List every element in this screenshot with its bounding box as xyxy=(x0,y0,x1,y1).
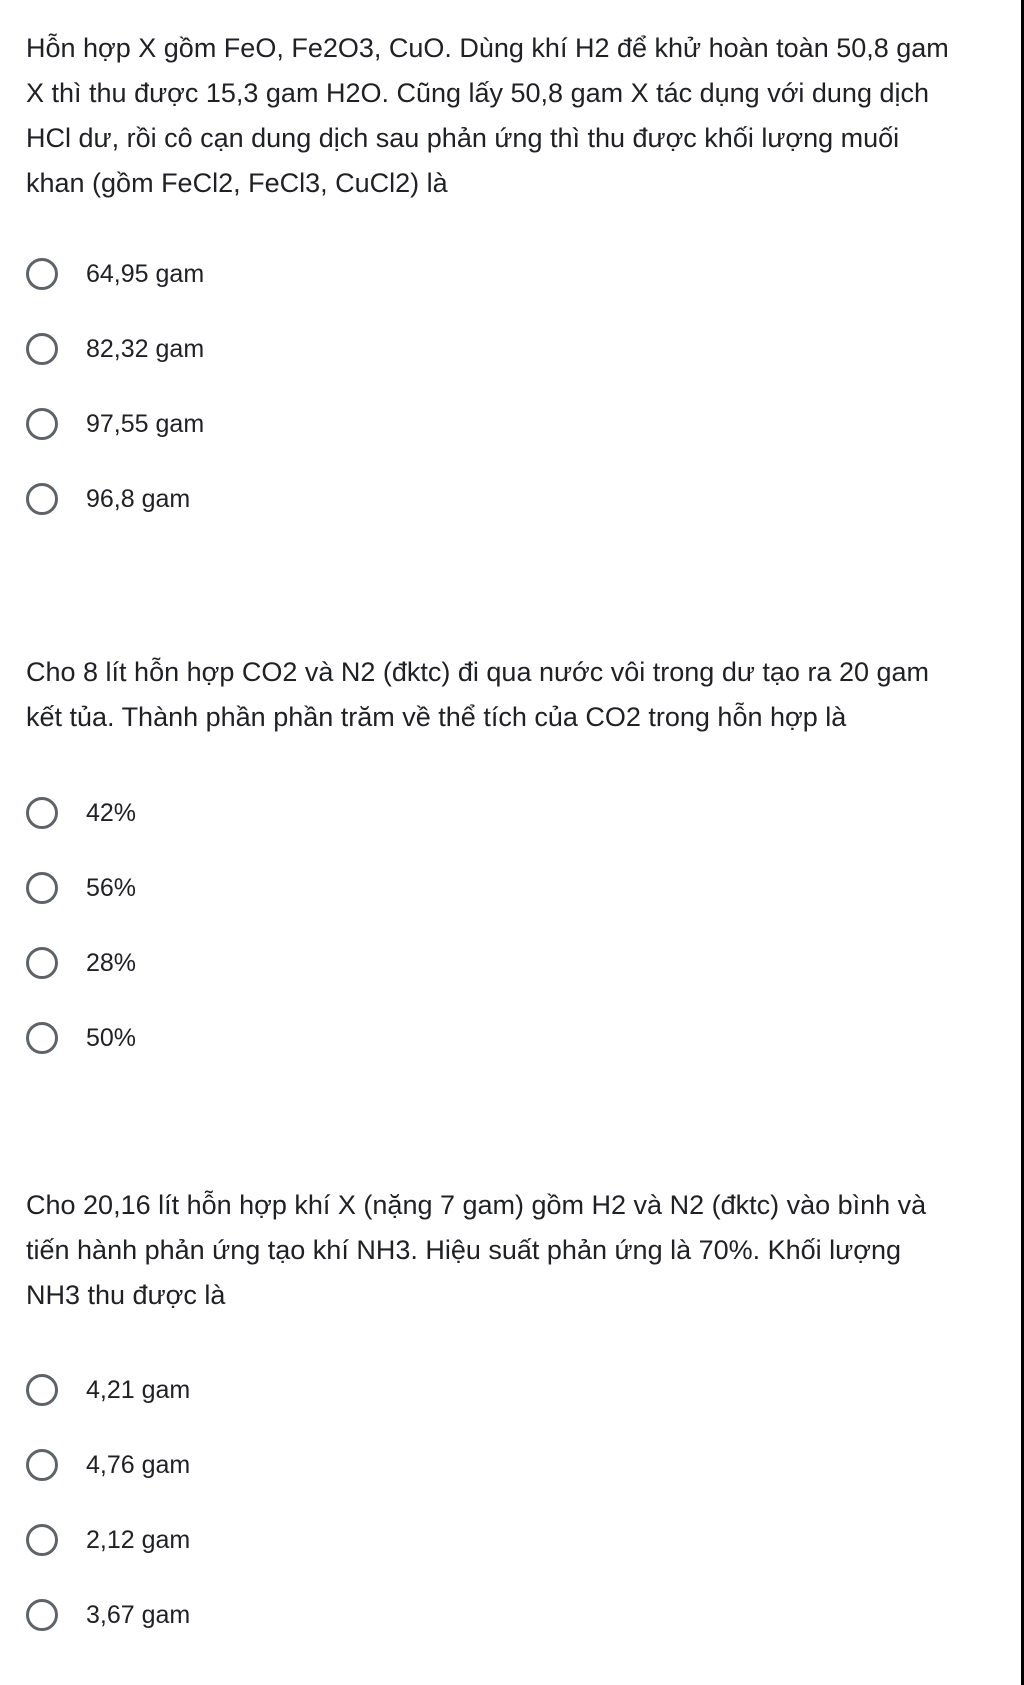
radio-button-icon[interactable] xyxy=(26,872,58,904)
question-1-line-4: khan (gồm FeCl2, FeCl3, CuCl2) là xyxy=(26,168,448,198)
radio-button-icon[interactable] xyxy=(26,1524,58,1556)
question-3-line-2: tiến hành phản ứng tạo khí NH3. Hiệu suất phản ứng là 70%. Khối lượng xyxy=(26,1235,901,1265)
question-3-option-4[interactable] xyxy=(26,1595,190,1635)
question-1-line-3: HCl dư, rồi cô cạn dung dịch sau phản ứng thì thu được khối lượng muối xyxy=(26,123,900,153)
question-3-option-1[interactable] xyxy=(26,1370,190,1410)
question-3-option-3[interactable] xyxy=(26,1520,190,1560)
question-1-text xyxy=(26,26,1021,206)
radio-button-icon[interactable] xyxy=(26,1449,58,1481)
option-label: 82,32 gam xyxy=(86,335,205,363)
question-2-option-1[interactable] xyxy=(26,793,136,833)
option-label: 64,95 gam xyxy=(86,260,205,288)
option-label: 56% xyxy=(86,874,137,902)
radio-button-icon[interactable] xyxy=(26,333,58,365)
option-label: 2,12 gam xyxy=(86,1526,191,1554)
question-1-line-2: X thì thu được 15,3 gam H2O. Cũng lấy 50,8 gam X tác dụng với dung dịch xyxy=(26,78,929,108)
question-2-line-1: Cho 8 lít hỗn hợp CO2 và N2 (đktc) đi qua nước vôi trong dư tạo ra 20 gam xyxy=(26,657,930,687)
question-3-line-3: NH3 thu được là xyxy=(26,1280,226,1310)
question-1-option-4[interactable] xyxy=(26,479,190,519)
radio-button-icon[interactable] xyxy=(26,1374,58,1406)
question-1-option-1[interactable] xyxy=(26,254,204,294)
question-3-option-2[interactable] xyxy=(26,1445,190,1485)
question-3-text xyxy=(26,1183,1021,1318)
question-1-line-1: Hỗn hợp X gồm FeO, Fe2O3, CuO. Dùng khí H2 để khử hoàn toàn 50,8 gam xyxy=(26,33,949,63)
question-1-option-2[interactable] xyxy=(26,329,204,369)
option-label: 96,8 gam xyxy=(86,485,191,513)
radio-button-icon[interactable] xyxy=(26,797,58,829)
option-label: 3,67 gam xyxy=(86,1601,191,1629)
option-label: 42% xyxy=(86,799,137,827)
option-label: 97,55 gam xyxy=(86,410,205,438)
question-2-option-2[interactable] xyxy=(26,868,136,908)
option-label: 28% xyxy=(86,949,137,977)
radio-button-icon[interactable] xyxy=(26,483,58,515)
radio-button-icon[interactable] xyxy=(26,408,58,440)
option-label: 4,21 gam xyxy=(86,1376,191,1404)
radio-button-icon[interactable] xyxy=(26,1022,58,1054)
question-2-option-4[interactable] xyxy=(26,1018,136,1058)
radio-button-icon[interactable] xyxy=(26,258,58,290)
radio-button-icon[interactable] xyxy=(26,1599,58,1631)
option-label: 50% xyxy=(86,1024,137,1052)
question-2-line-2: kết tủa. Thành phần phần trăm về thể tích của CO2 trong hỗn hợp là xyxy=(26,702,847,732)
radio-button-icon[interactable] xyxy=(26,947,58,979)
question-2-text xyxy=(26,650,1021,740)
question-1-option-3[interactable] xyxy=(26,404,204,444)
option-label: 4,76 gam xyxy=(86,1451,191,1479)
question-3-line-1: Cho 20,16 lít hỗn hợp khí X (nặng 7 gam) gồm H2 và N2 (đktc) vào bình và xyxy=(26,1190,927,1220)
question-2-option-3[interactable] xyxy=(26,943,136,983)
